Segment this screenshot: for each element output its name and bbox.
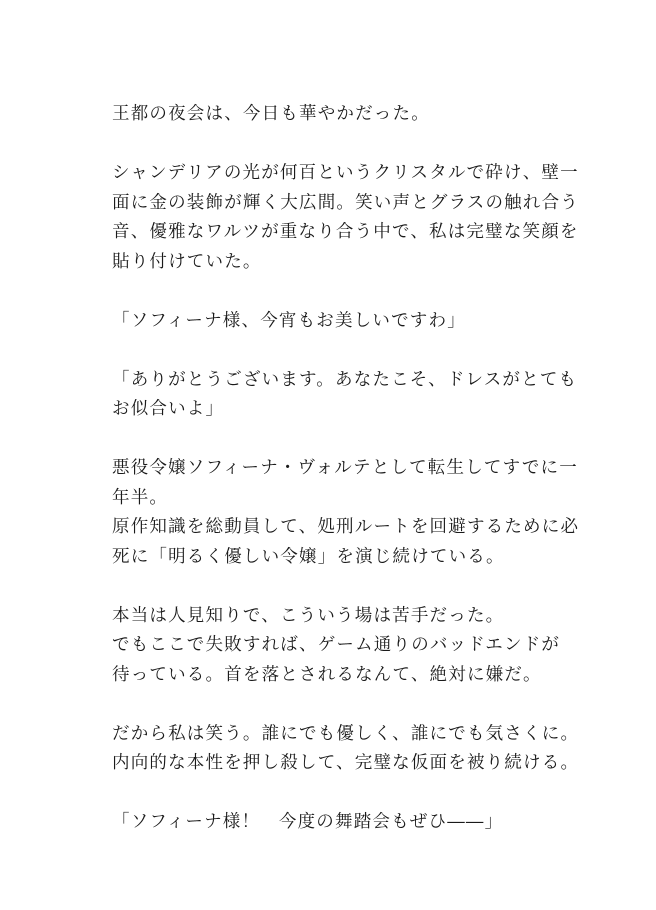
paragraph-gap (112, 425, 552, 455)
paragraph (112, 159, 579, 277)
text-line: 本当は人見知りで、こういう場は苦手だった。 (112, 605, 505, 626)
text-line: 死に「明るく優しい令嬢」を演じ続けている。 (112, 546, 505, 567)
paragraph (112, 720, 580, 779)
dialogue-paragraph (112, 366, 578, 425)
paragraph (112, 100, 552, 130)
text-line: 内向的な本性を押し殺して、完璧な仮面を被り続ける。 (112, 753, 580, 773)
text-line: 待っている。首を落とされるなんて、絶対に嫌だ。 (112, 664, 542, 685)
text-line: でもここで失敗すれば、ゲーム通りのバッドエンドが (112, 635, 561, 655)
text-line: 原作知識を総動員して、処刑ルートを回避するために必 (112, 517, 580, 537)
paragraph-gap (112, 690, 552, 720)
text-line: 「ありがとうございます。あなたこそ、ドレスがとても (112, 369, 578, 390)
text-line: 悪役令嬢ソフィーナ・ヴォルテとして転生してすでに一 (112, 458, 578, 478)
text-line: 年半。 (112, 487, 169, 508)
text-line: お似合いよ」 (112, 399, 225, 419)
paragraph-gap (112, 130, 552, 160)
text-line: 貼り付けていた。 (112, 251, 262, 272)
text-line: 音、優雅なワルツが重なり合う中で、私は完璧な笑顔を (112, 222, 579, 242)
paragraph-gap (112, 336, 552, 366)
text-line: シャンデリアの光が何百というクリスタルで砕け、壁一 (112, 163, 579, 183)
paragraph-gap (112, 277, 552, 307)
paragraph-gap (112, 779, 552, 809)
dialogue-paragraph (112, 808, 552, 838)
text-line: 「ソフィーナ様、今宵もお美しいですわ」 (112, 310, 466, 331)
story-text (112, 100, 580, 838)
text-line: 王都の夜会は、今日も華やかだった。 (112, 104, 430, 124)
text-line: 面に金の装飾が輝く大広間。笑い声とグラスの触れ合う (112, 192, 579, 213)
text-line: だから私は笑う。誰にでも優しく、誰にでも気さくに。 (112, 723, 580, 744)
dialogue-paragraph (112, 307, 552, 337)
paragraph-gap (112, 572, 552, 602)
paragraph (112, 454, 580, 572)
paragraph (112, 602, 561, 691)
text-line: 「ソフィーナ様！ 今度の舞踏会もぜひ――」 (112, 812, 504, 832)
